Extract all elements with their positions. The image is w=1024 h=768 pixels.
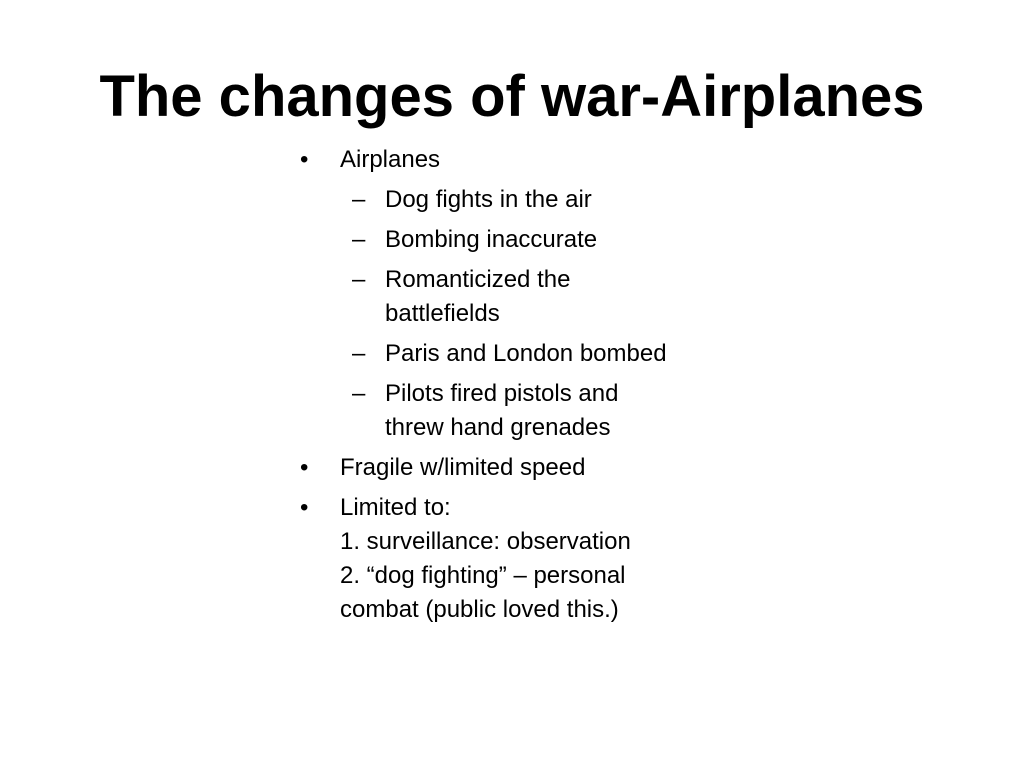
sub-item-text: Dog fights in the air — [385, 186, 592, 213]
sub-item-text-line: Pilots fired pistols and — [385, 380, 619, 407]
sub-item-text-line: battlefields — [385, 300, 500, 327]
dash-icon: – — [352, 340, 366, 367]
sub-list-item — [340, 377, 725, 445]
sub-item-text: Paris and London bombed — [385, 340, 667, 367]
sub-item-text-line: Romanticized the — [385, 266, 571, 293]
sub-list — [340, 183, 740, 445]
sub-item-text-line: threw hand grenades — [385, 414, 611, 441]
dash-icon: – — [352, 266, 366, 293]
list-item-airplanes — [300, 143, 740, 445]
sub-list-item — [340, 263, 725, 331]
bullet-icon: • — [300, 146, 309, 173]
sub-list-item — [340, 223, 725, 257]
list-item-text-line: 2. “dog fighting” – personal — [340, 562, 626, 589]
list-item-text-line: Limited to: — [340, 494, 451, 521]
bullet-list — [300, 143, 740, 633]
list-item-text: Airplanes — [340, 146, 441, 173]
list-item-limited — [300, 491, 740, 627]
bullet-icon: • — [300, 454, 309, 481]
sub-item-text: Bombing inaccurate — [385, 226, 598, 253]
bullet-icon: • — [300, 494, 309, 521]
dash-icon: – — [352, 226, 366, 253]
list-item-text-line: 1. surveillance: observation — [340, 528, 631, 555]
sub-list-item — [340, 183, 725, 217]
dash-icon: – — [352, 380, 366, 407]
list-item-text: Fragile w/limited speed — [340, 454, 586, 481]
sub-list-item — [340, 337, 765, 371]
slide-title: The changes of war-Airplanes — [99, 64, 925, 129]
list-item-fragile — [300, 451, 740, 485]
list-item-text-line: combat (public loved this.) — [340, 596, 619, 623]
dash-icon: – — [352, 186, 366, 213]
